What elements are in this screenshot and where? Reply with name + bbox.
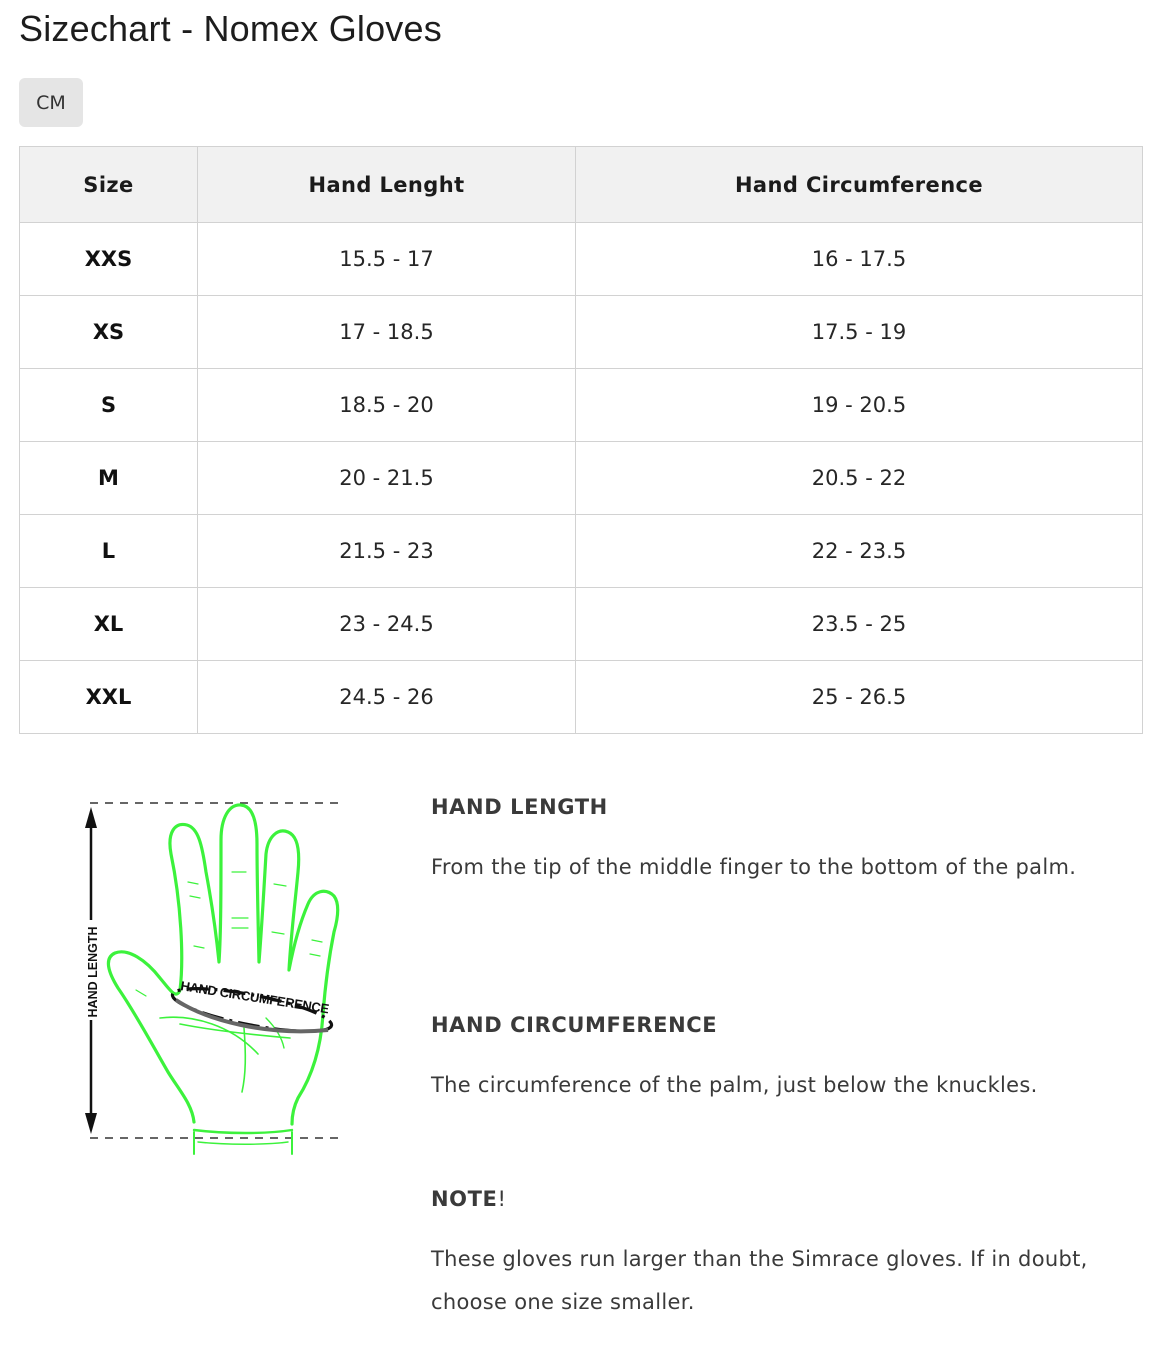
hand-circumference-cell: 25 - 26.5 [576,661,1143,734]
hand-circumference-cell: 19 - 20.5 [576,369,1143,442]
unit-toggle-button[interactable]: CM [19,78,83,127]
hand-length-cell: 24.5 - 26 [198,661,576,734]
table-row [20,369,1143,442]
hand-length-cell: 21.5 - 23 [198,515,576,588]
hand-circumference-heading: HAND CIRCUMFERENCE [431,1013,718,1037]
size-cell: S [20,369,198,442]
size-cell: XS [20,296,198,369]
hand-circumference-cell: 17.5 - 19 [576,296,1143,369]
hand-circumference-cell: 16 - 17.5 [576,223,1143,296]
hand-length-cell: 20 - 21.5 [198,442,576,515]
table-row [20,296,1143,369]
size-cell: XXS [20,223,198,296]
note-heading [431,1187,507,1211]
size-table [19,146,1143,734]
column-header-hand-length: Hand Lenght [198,147,576,223]
hand-length-description: From the tip of the middle finger to the bottom of the palm. [431,855,1077,879]
table-row [20,515,1143,588]
hand-length-cell: 15.5 - 17 [198,223,576,296]
note-description: These gloves run larger than the Simrace gloves. If in doubt, choose one size smaller. [431,1247,1088,1314]
hand-outline [108,805,337,1154]
size-cell: L [20,515,198,588]
hand-circumference-description: The circumference of the palm, just below the knuckles. [431,1073,1038,1097]
size-cell: XXL [20,661,198,734]
table-header-row [20,147,1143,223]
note-heading-suffix: ! [497,1187,507,1211]
page-title: Sizechart - Nomex Gloves [19,8,442,49]
hand-length-cell: 18.5 - 20 [198,369,576,442]
hand-diagram [76,792,356,1162]
hand-length-label: HAND LENGTH [86,926,100,1018]
hand-length-cell: 17 - 18.5 [198,296,576,369]
table-row [20,223,1143,296]
hand-circumference-cell: 23.5 - 25 [576,588,1143,661]
hand-length-cell: 23 - 24.5 [198,588,576,661]
hand-circumference-cell: 20.5 - 22 [576,442,1143,515]
column-header-size: Size [20,147,198,223]
size-cell: M [20,442,198,515]
table-row [20,588,1143,661]
note-heading-text: NOTE [431,1187,498,1211]
hand-length-heading: HAND LENGTH [431,795,608,819]
column-header-hand-circumference: Hand Circumference [576,147,1143,223]
hand-measurement-illustration [76,792,356,1162]
table-row [20,661,1143,734]
hand-circumference-label: HAND CIRCUMFERENCE [179,978,330,1017]
table-row [20,442,1143,515]
size-cell: XL [20,588,198,661]
hand-circumference-cell: 22 - 23.5 [576,515,1143,588]
